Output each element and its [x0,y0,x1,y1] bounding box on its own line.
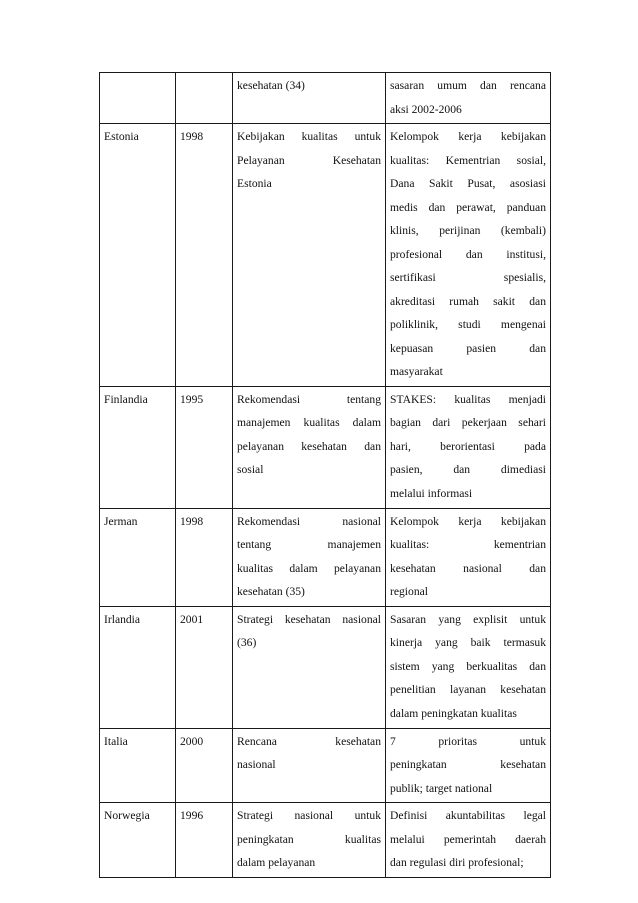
country-cell: Norwegia [100,803,176,878]
mechanism-text-line: Kelompok kerja kebijakan [390,514,546,528]
mechanism-text-line: hari, berorientasi pada [390,439,546,453]
mechanism-text-line: regional [390,585,428,598]
mechanism-text-line: 7 prioritas untuk [390,734,546,748]
quality-policy-table [99,72,551,878]
mechanism-text-line: klinis, perijinan (kembali) [390,224,546,237]
policy-text-line: kesehatan (35) [237,585,305,598]
mechanism-text-line: bagian dari pekerjaan sehari [390,416,546,429]
policy-cell [233,728,386,803]
policy-cell [233,73,386,124]
mechanism-cell [386,728,551,803]
mechanism-cell [386,508,551,606]
policy-text-line: kualitas dalam pelayanan [237,561,381,575]
mechanism-cell [386,73,551,124]
mechanism-text-line: dalam peningkatan kualitas [390,706,517,720]
policy-text-line: sosial [237,463,264,476]
mechanism-cell [386,386,551,508]
table-row [100,73,551,124]
mechanism-text-line: Kelompok kerja kebijakan [390,130,546,143]
year-cell: 1998 [176,508,233,606]
country-cell: Irlandia [100,606,176,728]
country-cell: Estonia [100,124,176,387]
mechanism-text-line: STAKES: kualitas menjadi [390,392,546,406]
mechanism-text-line: profesional dan institusi, [390,247,546,261]
mechanism-text-line: kualitas: kementrian [390,538,546,551]
policy-text-line: nasional [237,758,276,771]
policy-cell [233,803,386,878]
policy-cell [233,386,386,508]
year-cell: 1996 [176,803,233,878]
mechanism-text-line: sasaran umum dan rencana [390,79,546,92]
country-cell: Jerman [100,508,176,606]
policy-text-line: Kebijakan kualitas untuk [237,130,381,143]
table-row [100,124,551,387]
table-row [100,508,551,606]
policy-text-line: kesehatan (34) [237,79,305,92]
year-cell: 1995 [176,386,233,508]
mechanism-text-line: publik; target national [390,781,493,795]
mechanism-text-line: kualitas: Kementrian sosial, [390,153,546,167]
mechanism-text-line: kinerja yang baik termasuk [390,636,546,649]
mechanism-text-line: Definisi akuntabilitas legal [390,809,546,822]
mechanism-text-line: poliklinik, studi mengenai [390,318,546,331]
policy-text-line: pelayanan kesehatan dan [237,439,381,453]
mechanism-cell [386,606,551,728]
policy-text-line: manajemen kualitas dalam [237,416,381,429]
policy-cell [233,508,386,606]
mechanism-text-line: sistem yang berkualitas dan [390,659,546,673]
mechanism-text-line: dan regulasi diri profesional; [390,856,524,869]
mechanism-text-line: penelitian layanan kesehatan [390,683,546,696]
policy-text-line: Strategi kesehatan nasional [237,612,381,626]
policy-text-line: tentang manajemen [237,538,381,551]
table-body [100,73,551,878]
mechanism-text-line: Sasaran yang explisit untuk [390,612,546,626]
mechanism-text-line: kesehatan nasional dan [390,561,546,575]
mechanism-text-line: melalui pemerintah daerah [390,832,546,846]
year-cell: 2000 [176,728,233,803]
policy-text-line: (36) [237,636,257,649]
policy-text-line: Rencana kesehatan [237,734,381,748]
policy-text-line: dalam pelayanan [237,856,316,869]
mechanism-cell [386,803,551,878]
mechanism-text-line: melalui informasi [390,486,473,500]
mechanism-text-line: peningkatan kesehatan [390,758,546,771]
mechanism-text-line: medis dan perawat, panduan [390,200,546,214]
country-cell: Finlandia [100,386,176,508]
mechanism-text-line: Dana Sakit Pusat, asosiasi [390,177,546,190]
country-cell: Italia [100,728,176,803]
table-row [100,803,551,878]
mechanism-cell [386,124,551,387]
policy-text-line: Rekomendasi nasional [237,514,381,528]
year-cell: 2001 [176,606,233,728]
year-cell [176,73,233,124]
mechanism-text-line: kepuasan pasien dan [390,341,546,355]
table-row [100,728,551,803]
policy-cell [233,124,386,387]
table-row [100,386,551,508]
policy-text-line: Strategi nasional untuk [237,809,381,822]
year-cell: 1998 [176,124,233,387]
mechanism-text-line: sertifikasi spesialis, [390,271,546,284]
mechanism-text-line: aksi 2002-2006 [390,102,462,116]
mechanism-text-line: akreditasi rumah sakit dan [390,294,546,308]
country-cell [100,73,176,124]
policy-text-line: peningkatan kualitas [237,832,381,846]
table-row [100,606,551,728]
policy-text-line: Pelayanan Kesehatan [237,153,381,167]
policy-text-line: Rekomendasi tentang [237,392,381,406]
mechanism-text-line: masyarakat [390,365,443,378]
policy-cell [233,606,386,728]
mechanism-text-line: pasien, dan dimediasi [390,463,546,476]
policy-text-line: Estonia [237,177,272,190]
